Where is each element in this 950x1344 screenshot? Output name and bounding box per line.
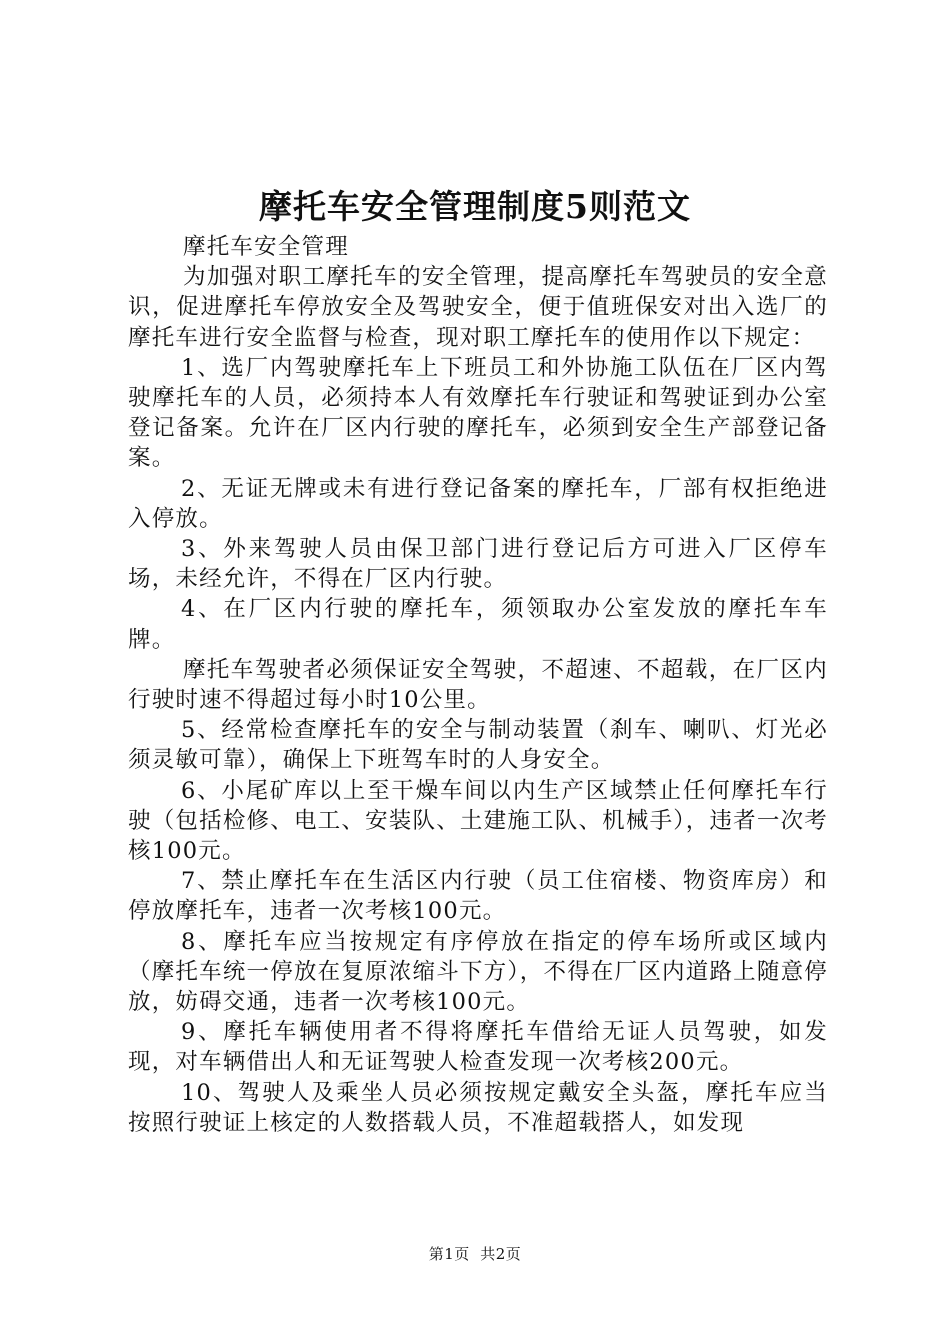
rule-3-paragraph: 3、外来驾驶人员由保卫部门进行登记后方可进入厂区停车场，未经允许，不得在厂区内行驶。 [128, 536, 828, 593]
rule-8-paragraph: 8、摩托车应当按规定有序停放在指定的停车场所或区域内（摩托车统一停放在复原浓缩斗下方），不得在厂区内道路上随意停放，妨碍交通，违者一次考核100元。 [128, 928, 828, 1016]
rule-4-paragraph: 4、在厂区内行驶的摩托车，须领取办公室发放的摩托车车牌。 [128, 596, 828, 653]
page-number-footer: 第1页 共2页 [428, 1245, 522, 1263]
rule-9-paragraph: 9、摩托车辆使用者不得将摩托车借给无证人员驾驶，如发现，对车辆借出人和无证驾驶人检查发现一次考核200元。 [128, 1019, 828, 1076]
rule-2-paragraph: 2、无证无牌或未有进行登记备案的摩托车，厂部有权拒绝进入停放。 [128, 475, 828, 532]
speed-limit-paragraph: 摩托车驾驶者必须保证安全驾驶，不超速、不超载，在厂区内行驶时速不得超过每小时10公里。 [128, 656, 828, 714]
section-heading: 摩托车安全管理 [183, 234, 349, 260]
document-title: 摩托车安全管理制度5则范文 [259, 187, 691, 226]
intro-paragraph: 为加强对职工摩托车的安全管理，提高摩托车驾驶员的安全意识，促进摩托车停放安全及驾驶安全，便于值班保安对出入选厂的摩托车进行安全监督与检查，现对职工摩托车的使用作以下规定： [128, 264, 828, 351]
document-body [128, 232, 828, 1138]
rule-1-paragraph: 1、选厂内驾驶摩托车上下班员工和外协施工队伍在厂区内驾驶摩托车的人员，必须持本人有效摩托车行驶证和驾驶证到办公室登记备案。允许在厂区内行驶的摩托车，必须到安全生产部登记备案。 [128, 354, 828, 472]
rule-7-paragraph: 7、禁止摩托车在生活区内行驶（员工住宿楼、物资库房）和停放摩托车，违者一次考核100元。 [128, 868, 828, 925]
rule-5-paragraph: 5、经常检查摩托车的安全与制动装置（刹车、喇叭、灯光必须灵敏可靠），确保上下班驾车时的人身安全。 [128, 717, 828, 774]
rule-10-paragraph: 10、驾驶人及乘坐人员必须按规定戴安全头盔，摩托车应当按照行驶证上核定的人数搭载人员，不准超载搭人，如发现 [128, 1079, 828, 1136]
rule-6-paragraph: 6、小尾矿库以上至干燥车间以内生产区域禁止任何摩托车行驶（包括检修、电工、安装队、土建施工队、机械手），违者一次考核100元。 [128, 777, 828, 865]
